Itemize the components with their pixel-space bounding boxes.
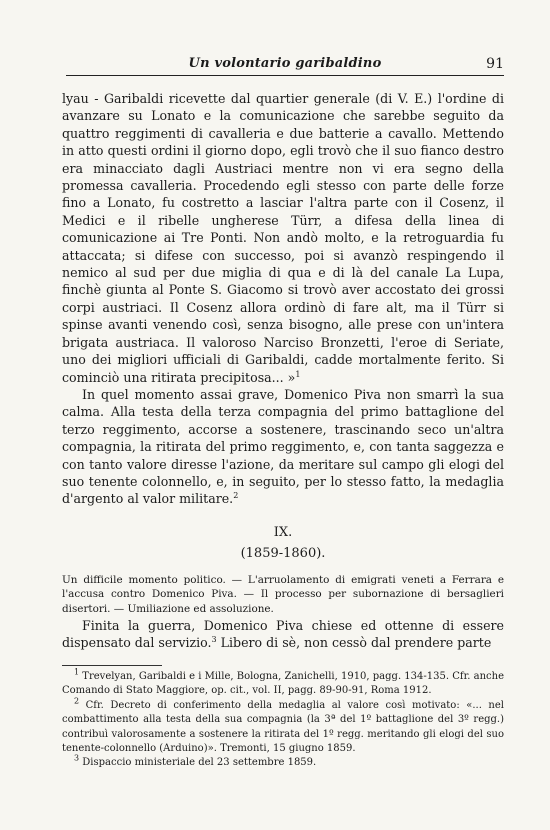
paragraph-text: Finita la guerra, Domenico Piva chiese ed ottenne di essere dispensato dal servizio. [62,617,504,651]
running-header [66,56,504,76]
chapter-summary: Un difficile momento politico. — L'arruolamento di emigrati veneti a Ferrara e l'accusa contro Domenico Piva. — Il processo per subornazione di bersaglieri disertori. — Umiliazione ed assoluzione. [62,573,504,616]
footnotes [62,667,504,771]
section-number: IX. [273,524,293,540]
section-years: (1859-1860). [240,546,326,562]
paragraph-text: Libero di sè, non cessò dal prendere parte [216,635,492,651]
paragraph-text: lyau - Garibaldi ricevette dal quartier generale (di V. E.) l'ordine di avanzare su Lonato e la comunicazione che sarebbe seguito da quattro reggimenti di cavalleria e due batterie a cavallo. Mettendo in atto questi ordini il giorno dopo, egli trovò che il suo fianco destro era minacciato dagli Austriaci mentre non vi era segno della promessa cavalleria. Procedendo egli stesso con parte delle forze fino a Lonato, fu costretto a lasciar l'altra parte con il Cosenz, il Medici e il ribelle ungherese Türr, a difesa della linea di comunicazione ai Tre Ponti. Non andò molto, e la retroguardia fu attaccata; si difese con successo, poi si avanzò respingendo il nemico al sud per due miglia di qua e di là del canale La Lupa, finchè giunta al Ponte S. Giacomo si trovò aver accostato dei grossi corpi austriaci. Il Cosenz allora ordinò di fare alt, ma il Türr si spinse avanti venendo così, senza bisogno, alle prese con un'intera brigata austriaca. Il valoroso Narciso Bronzetti, l'eroe di Seriate, uno dei migliori ufficiali di Garibaldi, cadde mortalmente ferito. Si cominciò una ritirata precipitosa... » [62,91,504,385]
paragraph [62,90,504,386]
footnote-ref: 2 [233,491,239,501]
footnote [62,696,504,757]
footnote-marker: 1 [74,667,80,677]
footnote-text: Dispaccio ministeriale del 23 settembre 1859. [82,757,317,769]
footnote-ref: 1 [295,369,301,379]
footnote-marker: 2 [74,696,80,706]
paragraph-text: In quel momento assai grave, Domenico Piva non smarrì la sua calma. Alla testa della terza compagnia del primo battaglione del terzo reggimento, accorse a sostenere, trascinando seco un'altra compagnia, la ritirata del primo reggimento, e, con tanta saggezza e con tanto valore diresse l'azione, da meritare sul campo gli elogi del suo tenente colonnello, e, in seguito, per lo stesso fatto, la medaglia d'argento al valor militare. [62,386,504,507]
main-text [62,90,504,652]
footnote [62,756,504,770]
header-rule [66,75,504,76]
footnote-text: Cfr. Decreto di conferimento della medaglia al valore così motivato: «... nel combattimento alla testa della sua compagnia (la 3ª del 1º battaglione del 3º regg.) contribuì valorosamente a sostenere la ritirata del 1º regg. meritando gli elogi del suo tenente-colonnello (Arduino)». Tremonti, 15 giugno 1859. [62,699,504,755]
paragraph [62,386,504,508]
footnote-rule [62,665,162,666]
paragraph [62,617,504,652]
footnote-ref: 3 [211,635,217,645]
footnote-marker: 3 [74,754,80,764]
running-title: Un volontario garibaldino [188,56,382,71]
footnote-text: Trevelyan, Garibaldi e i Mille, Bologna, Zanichelli, 1910, pagg. 134-135. Cfr. anche Comando di Stato Maggiore, op. cit., vol. II, pagg. 89-90-91, Roma 1912. [62,671,504,697]
footnote [62,667,504,699]
page-number: 91 [486,56,504,72]
